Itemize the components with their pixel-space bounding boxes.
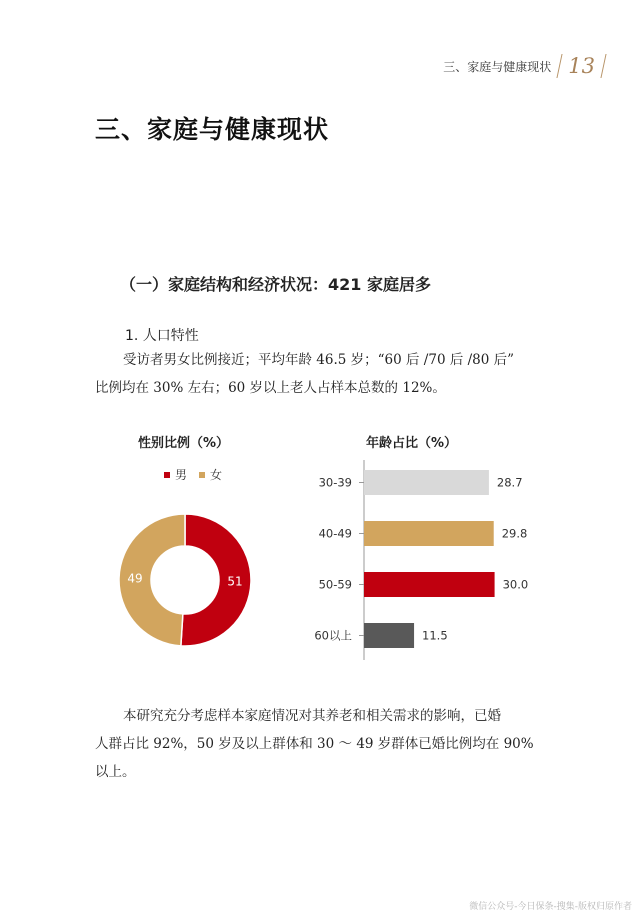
bar-0 bbox=[364, 470, 489, 495]
legend-swatch-male bbox=[164, 472, 170, 478]
page-header bbox=[443, 52, 604, 80]
page-number: 13 bbox=[568, 54, 595, 78]
donut-slice-label-1: 49 bbox=[127, 571, 143, 586]
bar-1 bbox=[364, 521, 494, 546]
paragraph-2-line-2: 人群占比 92%，50 岁及以上群体和 30 ～ 49 岁群体已婚比例均在 90% bbox=[95, 736, 534, 752]
subsection-heading: 1. 人口特性 bbox=[125, 328, 199, 344]
bar-3 bbox=[364, 623, 414, 648]
bar-value-label-1: 29.8 bbox=[501, 526, 528, 541]
legend-label-male: 男 bbox=[175, 468, 188, 482]
paragraph-1-line-1: 受访者男女比例接近；平均年龄 46.5 岁；“60 后 /70 后 /80 后” bbox=[123, 352, 515, 368]
paragraph-2-line-1: 本研究充分考虑样本家庭情况对其养老和相关需求的影响，已婚 bbox=[123, 708, 501, 724]
paragraph-1 bbox=[95, 346, 555, 402]
paragraph-2 bbox=[95, 702, 555, 786]
chapter-title: 三、家庭与健康现状 bbox=[95, 115, 330, 144]
bar-category-label-3: 60以上 bbox=[314, 628, 352, 643]
legend-item-male bbox=[164, 466, 187, 483]
gender-legend bbox=[164, 466, 222, 483]
bar-value-label-0: 28.7 bbox=[496, 475, 523, 490]
legend-swatch-female bbox=[199, 472, 205, 478]
bar-category-label-2: 50-59 bbox=[318, 577, 352, 592]
bar-category-label-0: 30-39 bbox=[318, 475, 352, 490]
header-section-title: 三、家庭与健康现状 bbox=[443, 59, 552, 74]
paragraph-2-line-3: 以上。 bbox=[95, 764, 136, 780]
age-chart-title: 年龄占比（%） bbox=[366, 436, 458, 451]
legend-label-female: 女 bbox=[210, 468, 223, 482]
donut-slice-label-0: 51 bbox=[227, 574, 243, 589]
legend-item-female bbox=[199, 466, 222, 483]
bar-value-label-2: 30.0 bbox=[502, 577, 529, 592]
bar-2 bbox=[364, 572, 495, 597]
watermark: 微信公众号-今日保条-搜集-版权归原作者 bbox=[469, 902, 632, 912]
gender-donut-chart bbox=[110, 505, 260, 655]
paragraph-1-line-2: 比例均在 30% 左右；60 岁以上老人占样本总数的 12%。 bbox=[95, 380, 446, 396]
header-divider-2 bbox=[600, 54, 606, 78]
header-divider bbox=[557, 54, 563, 78]
bar-value-label-3: 11.5 bbox=[422, 628, 448, 643]
age-bar-chart bbox=[300, 460, 540, 660]
bar-category-label-1: 40-49 bbox=[318, 526, 352, 541]
gender-chart-title: 性别比例（%） bbox=[138, 436, 230, 451]
section-heading: （一）家庭结构和经济状况：421 家庭居多 bbox=[120, 275, 431, 294]
